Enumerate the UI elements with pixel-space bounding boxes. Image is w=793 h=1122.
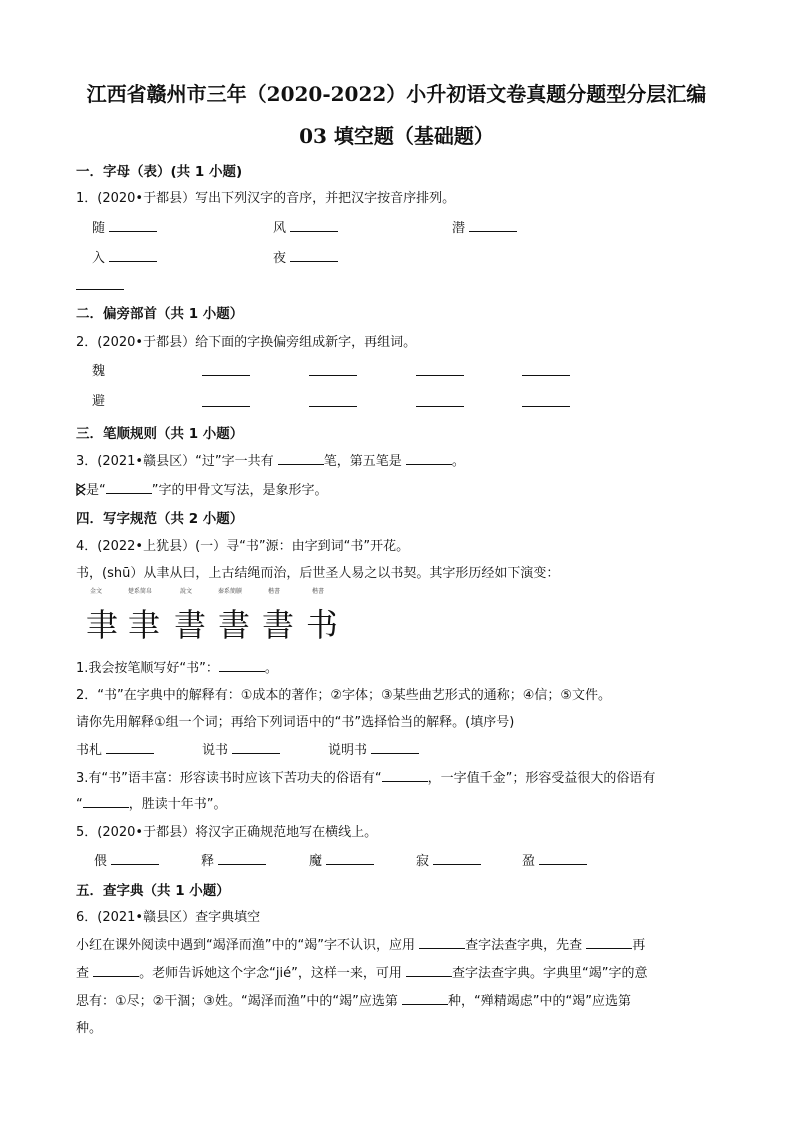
answer-blank[interactable] [106, 481, 152, 494]
question-text: 思有：①尽；②干涸；③姓。“竭泽而渔”中的“竭”应选第 [76, 994, 398, 1009]
char-item [522, 850, 587, 869]
glyph-label: 秦系簡牘 [218, 588, 243, 595]
answer-blank[interactable] [109, 249, 157, 262]
char-label: 入 [92, 251, 106, 266]
char-label: 寂 [416, 854, 430, 869]
question-text: 。老师告诉她这个字念“jié”，这样一来，可用 [139, 966, 402, 981]
char-label: 风 [273, 221, 287, 236]
question-text: 再 [632, 938, 646, 953]
answer-blank[interactable] [416, 406, 464, 407]
question-text: 1.我会按笔顺写好“书”： [76, 661, 219, 676]
question-text: 种，“殚精竭虑”中的“竭”应选第 [448, 994, 631, 1009]
answer-blank[interactable] [309, 375, 357, 376]
question-1: 1．(2020•于都县）写出下列汉字的音序，并把汉字按音序排列。 [76, 191, 456, 206]
answer-blank[interactable] [93, 964, 139, 977]
word-label: 说书 [202, 743, 229, 758]
answer-blank[interactable] [83, 795, 129, 808]
section-heading-5: 五．查字典（共 1 小题） [76, 883, 230, 899]
section-heading-1: 一．字母（表）(共 1 小题) [76, 164, 243, 180]
question-text: 是“ [86, 483, 106, 498]
question-text: 3.有“书”语丰富：形容读书时应该下苦功夫的俗语有“ [76, 771, 382, 786]
answer-blank[interactable] [106, 741, 154, 754]
glyph-image: 聿 [86, 606, 119, 644]
section-heading-4: 四．写字规范（共 2 小题） [76, 511, 244, 527]
char-label: 随 [92, 221, 106, 236]
word-item [328, 739, 419, 758]
word-label: 书札 [76, 743, 103, 758]
glyph-image: 书 [306, 606, 339, 644]
char-item [201, 850, 266, 869]
question-text: 查 [76, 966, 90, 981]
question-6-line1 [76, 934, 645, 953]
char-label: 避 [92, 394, 106, 409]
word-item [76, 739, 154, 758]
answer-blank[interactable] [202, 375, 250, 376]
word-item [202, 739, 280, 758]
answer-blank[interactable] [382, 769, 428, 782]
answer-blank[interactable] [326, 852, 374, 865]
answer-blank[interactable] [539, 852, 587, 865]
subquestion-3 [76, 767, 655, 786]
char-label: 魏 [92, 364, 106, 379]
question-6: 6．(2021•赣县区）查字典填空 [76, 910, 261, 925]
glyph-image: 書 [174, 606, 207, 644]
char-label: 潜 [452, 221, 466, 236]
oracle-bone-glyph-icon [76, 483, 86, 496]
answer-blank[interactable] [406, 452, 452, 465]
char-item [273, 217, 338, 236]
question-text: ，一字值千金”；形容受益很大的俗语有 [427, 771, 656, 786]
answer-blank[interactable] [419, 936, 465, 949]
glyph-label: 楷書 [312, 588, 325, 595]
question-6-line2 [76, 962, 647, 981]
answer-blank[interactable] [278, 452, 324, 465]
question-text: “ [76, 797, 83, 812]
answer-blank[interactable] [290, 219, 338, 232]
question-text: 笔，第五笔是 [323, 454, 402, 469]
glyph-image: 聿 [128, 606, 161, 644]
question-5: 5．(2020•于都县）将汉字正确规范地写在横线上。 [76, 825, 378, 840]
char-item [309, 850, 374, 869]
answer-blank[interactable] [371, 741, 419, 754]
question-text: 小红在课外阅读中遇到“竭泽而渔”中的“竭”字不认识，应用 [76, 938, 415, 953]
word-label: 说明书 [328, 743, 368, 758]
char-item [452, 217, 517, 236]
section-heading-2: 二．偏旁部首（共 1 小题） [76, 306, 244, 322]
char-item [92, 217, 157, 236]
glyph-label: 楷書 [268, 588, 281, 595]
answer-blank[interactable] [469, 219, 517, 232]
answer-blank-sort[interactable] [76, 289, 124, 290]
answer-blank[interactable] [522, 375, 570, 376]
glyph-label: 金文 [90, 588, 103, 595]
answer-blank[interactable] [111, 852, 159, 865]
question-text: ，胜读十年书”。 [128, 797, 227, 812]
question-3-line2 [76, 479, 328, 498]
answer-blank[interactable] [416, 375, 464, 376]
question-6-line4: 种。 [76, 1021, 103, 1036]
char-label: 夜 [273, 251, 287, 266]
answer-blank[interactable] [202, 406, 250, 407]
question-text: 3．(2021•赣县区）“过”字一共有 [76, 454, 274, 469]
answer-blank[interactable] [522, 406, 570, 407]
question-text: 查字法查字典，先查 [465, 938, 583, 953]
subquestion-3-line2 [76, 793, 227, 812]
char-label: 释 [201, 854, 215, 869]
document-title: 江西省赣州市三年（2020-2022）小升初语文卷真题分题型分层汇编 [86, 82, 707, 106]
document-subtitle: 03 填空题（基础题） [299, 124, 494, 148]
char-item [273, 247, 338, 266]
answer-blank[interactable] [232, 741, 280, 754]
question-4: 4．(2022•上犹县）(一）寻“书”源：由字到词“书”开花。 [76, 539, 410, 554]
char-label: 偎 [94, 854, 108, 869]
answer-blank[interactable] [219, 659, 265, 672]
char-item [416, 850, 481, 869]
answer-blank[interactable] [109, 219, 157, 232]
glyph-image: 書 [262, 606, 295, 644]
answer-blank[interactable] [406, 964, 452, 977]
answer-blank[interactable] [586, 936, 632, 949]
answer-blank[interactable] [290, 249, 338, 262]
glyph-evolution [86, 586, 346, 646]
answer-blank[interactable] [218, 852, 266, 865]
subquestion-2-instruction: 请你先用解释①组一个词；再给下列词语中的“书”选择恰当的解释。(填序号) [76, 715, 515, 730]
question-text: 。 [264, 661, 278, 676]
question-4-intro: 书，(shū）从聿从曰，上古结绳而治，后世圣人易之以书契。其字形历经如下演变： [76, 566, 560, 581]
question-text: ”字的甲骨文写法，是象形字。 [151, 483, 328, 498]
glyph-label: 楚系简帛 [128, 588, 153, 595]
question-2: 2．(2020•于都县）给下面的字换偏旁组成新字，再组词。 [76, 335, 417, 350]
answer-blank[interactable] [433, 852, 481, 865]
subquestion-2: 2．“书”在字典中的解释有：①成本的著作；②字体；③某些曲艺形式的通称；④信；⑤文件。 [76, 688, 612, 703]
subquestion-1 [76, 657, 278, 676]
question-text: 查字法查字典。字典里“竭”字的意 [452, 966, 648, 981]
question-6-line3 [76, 990, 631, 1009]
char-label: 魔 [309, 854, 323, 869]
question-text: 。 [451, 454, 465, 469]
answer-blank[interactable] [309, 406, 357, 407]
section-heading-3: 三．笔顺规则（共 1 小题） [76, 426, 244, 442]
char-item [94, 850, 159, 869]
char-item [92, 247, 157, 266]
char-label: 盈 [522, 854, 536, 869]
glyph-image: 書 [218, 606, 251, 644]
glyph-label: 說文 [180, 588, 193, 595]
answer-blank[interactable] [402, 992, 448, 1005]
question-3 [76, 450, 465, 469]
